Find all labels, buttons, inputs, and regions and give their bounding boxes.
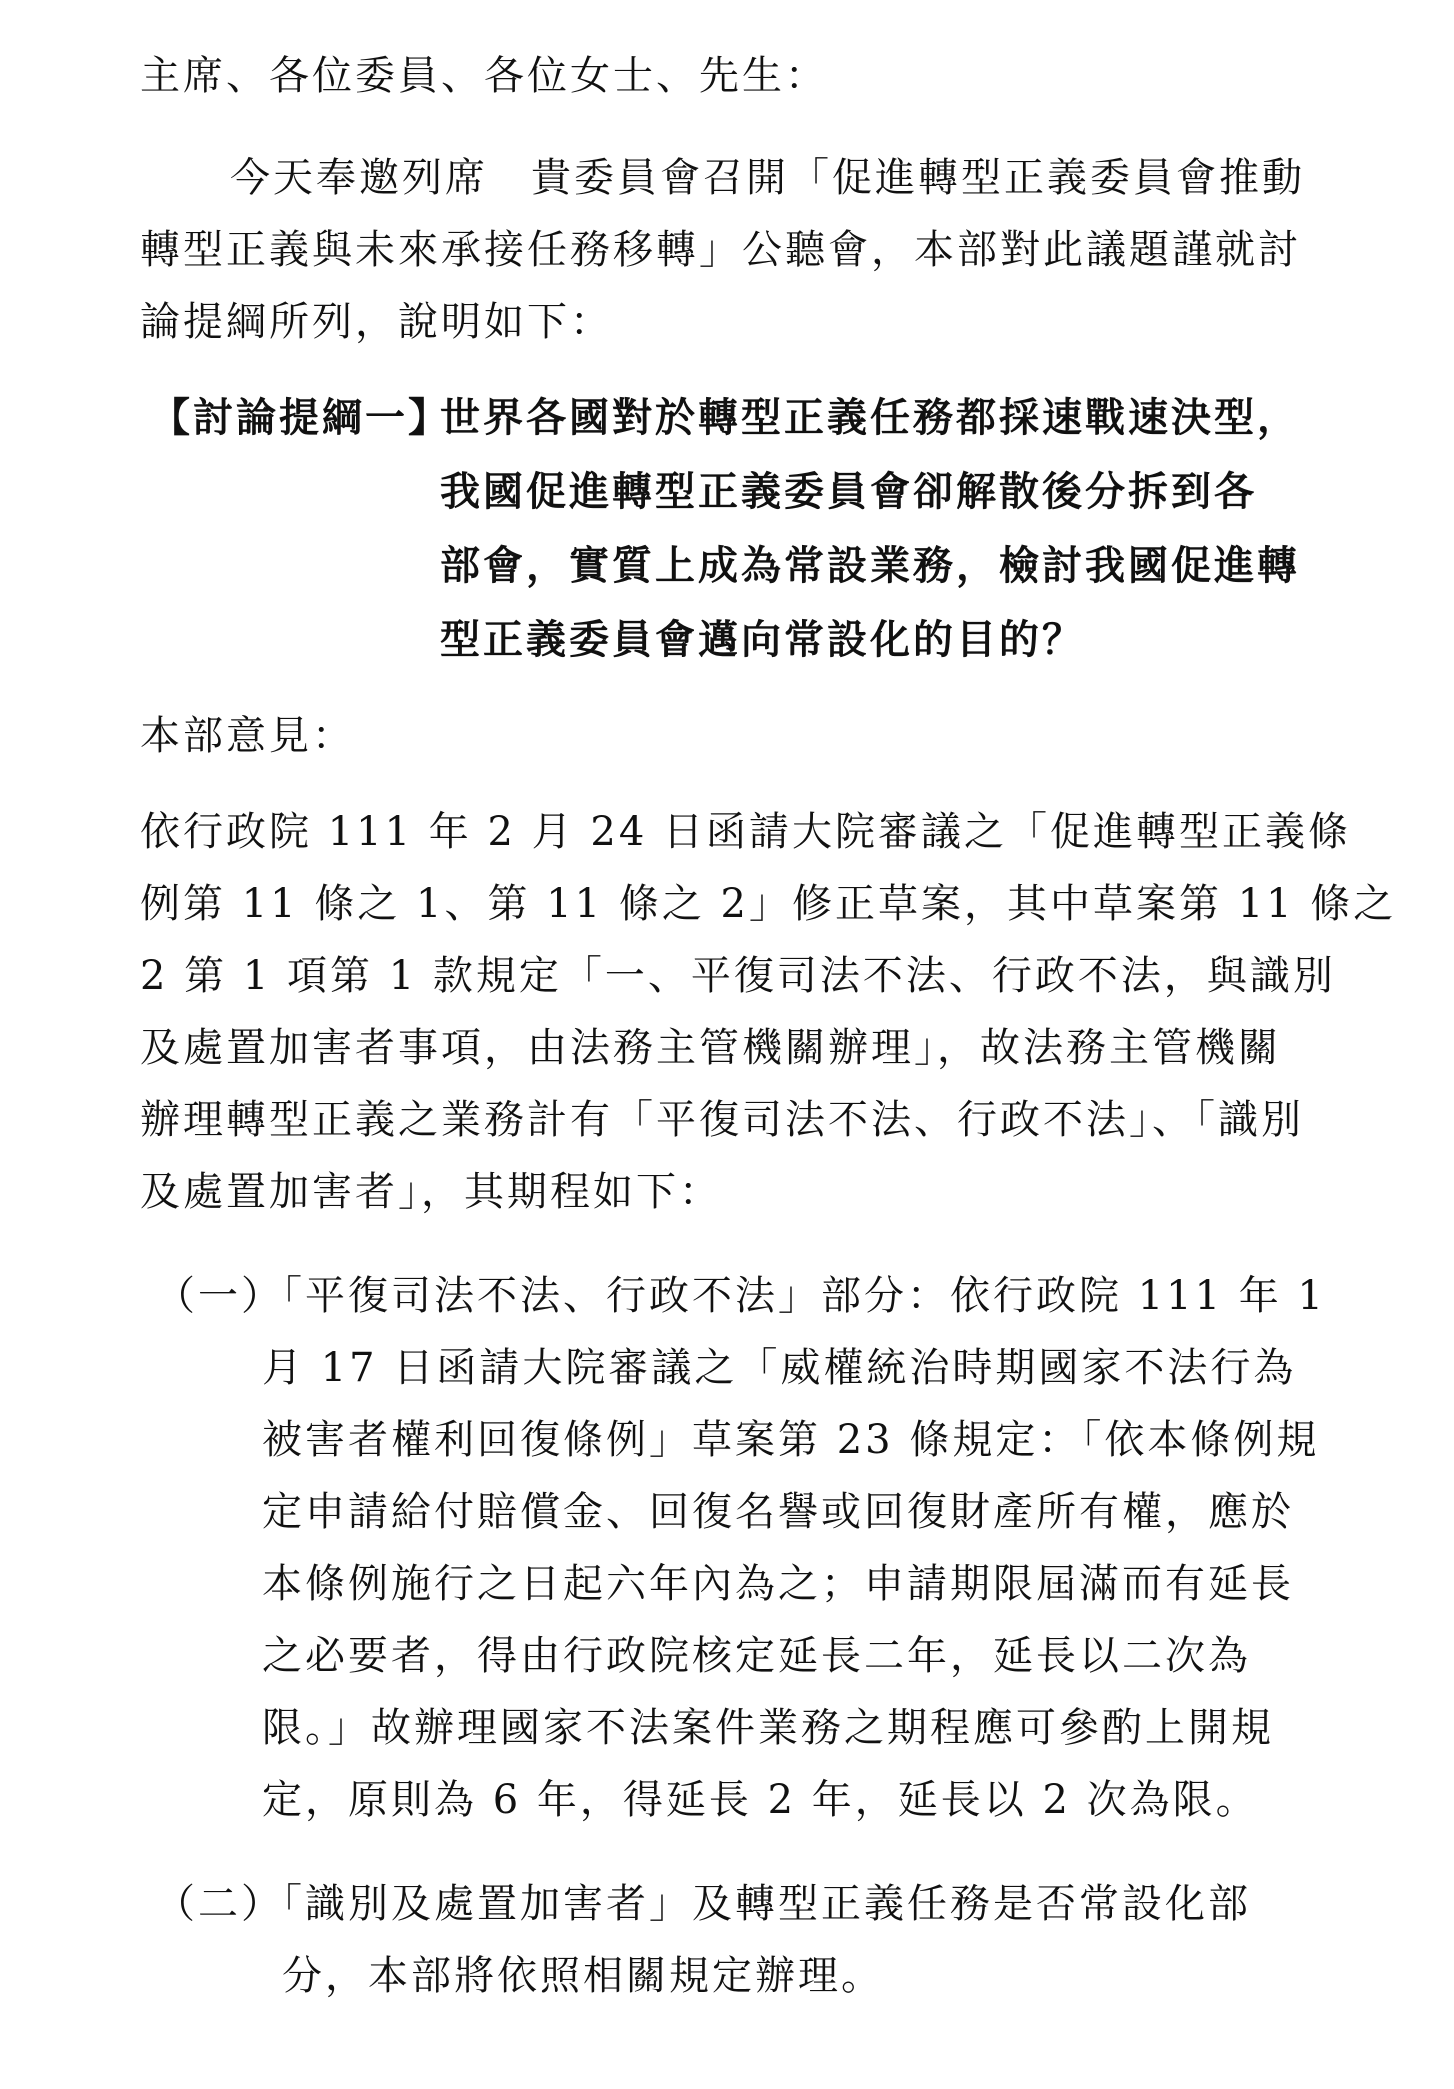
item-1-line-5: 本條例施行之日起六年內為之；申請期限屆滿而有延長 xyxy=(262,1561,1294,1607)
item-1-line-6: 之必要者，得由行政院核定延長二年，延長以二次為 xyxy=(262,1633,1251,1679)
topic-line-1: 世界各國對於轉型正義任務都採速戰速決型， xyxy=(440,395,1300,441)
item-2-line-2: 分，本部將依照相關規定辦理。 xyxy=(282,1953,884,1999)
opinion-line-4: 及處置加害者事項，由法務主管機關辦理」，故法務主管機關 xyxy=(140,1025,1281,1071)
item-1-line-3: 被害者權利回復條例」草案第 23 條規定：「依本條例規 xyxy=(262,1417,1320,1463)
item-1-line-1: 「平復司法不法、行政不法」部分：依行政院 111 年 1 xyxy=(262,1273,1326,1319)
item-1-line-2: 月 17 日函請大院審議之「威權統治時期國家不法行為 xyxy=(262,1345,1297,1391)
item-2-marker: （二） xyxy=(155,1881,284,1927)
opinion-line-6: 及處置加害者」，其期程如下： xyxy=(140,1169,722,1215)
intro-line-1: 今天奉邀列席 貴委員會召開「促進轉型正義委員會推動 xyxy=(230,155,1305,201)
opinion-line-3: 2 第 1 項第 1 款規定「一、平復司法不法、行政不法，與識別 xyxy=(140,953,1336,999)
item-1-marker: （一） xyxy=(155,1273,284,1319)
intro-line-2: 轉型正義與未來承接任務移轉」公聽會，本部對此議題謹就討 xyxy=(140,227,1301,273)
opinion-heading: 本部意見： xyxy=(140,713,355,759)
item-1-line-4: 定申請給付賠償金、回復名譽或回復財產所有權，應於 xyxy=(262,1489,1294,1535)
opinion-line-1: 依行政院 111 年 2 月 24 日函請大院審議之「促進轉型正義條 xyxy=(140,809,1351,855)
topic-line-4: 型正義委員會邁向常設化的目的？ xyxy=(440,617,1085,663)
topic-label: 【討論提綱一】 xyxy=(150,395,451,441)
greeting: 主席、各位委員、各位女士、先生： xyxy=(140,53,828,99)
opinion-line-5: 辦理轉型正義之業務計有「平復司法不法、行政不法」、「識別 xyxy=(140,1097,1304,1143)
item-2-line-1: 「識別及處置加害者」及轉型正義任務是否常設化部 xyxy=(262,1881,1251,1927)
item-1-line-8: 定，原則為 6 年，得延長 2 年，延長以 2 次為限。 xyxy=(262,1777,1259,1823)
item-1-line-7: 限。」故辦理國家不法案件業務之期程應可參酌上開規 xyxy=(262,1705,1274,1751)
topic-line-3: 部會，實質上成為常設業務，檢討我國促進轉 xyxy=(440,543,1300,589)
topic-line-2: 我國促進轉型正義委員會卻解散後分拆到各 xyxy=(440,469,1257,515)
opinion-line-2: 例第 11 條之 1、第 11 條之 2」修正草案，其中草案第 11 條之 xyxy=(140,881,1397,927)
intro-line-3: 論提綱所列，說明如下： xyxy=(140,299,613,345)
